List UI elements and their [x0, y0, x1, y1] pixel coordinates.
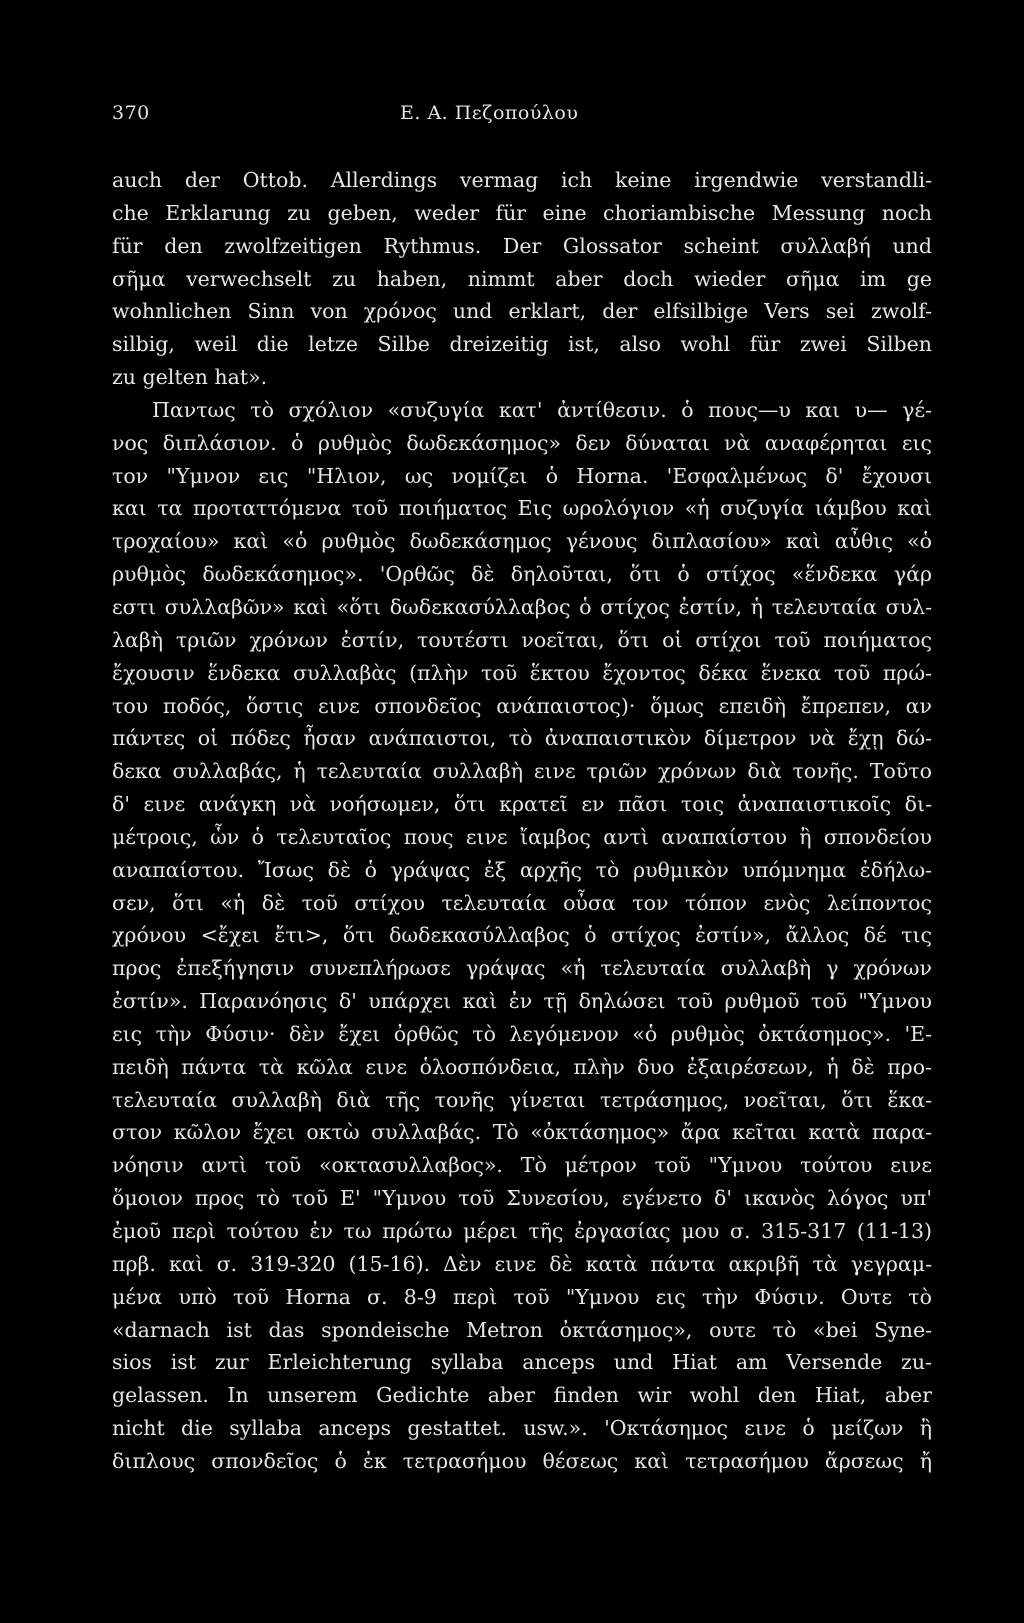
text-line: του ποδός, ὅστις εινε σπονδεῖος ανάπαιστος)· ὅμως επειδὴ ἔπρεπεν, αν — [112, 693, 932, 718]
text-line: nicht die syllaba anceps gestattet. usw.». 'Οκτάσημος εινε ὁ μείζων ἢ — [112, 1416, 932, 1441]
text-line: λαβὴ τριῶν χρόνων ἐστίν, τουτέστι νοεῖται, ὅτι οἱ στίχοι τοῦ ποιήματος — [112, 627, 932, 652]
text-line: ρυθμὸς δωδεκάσημος». 'Ορθῶς δὲ δηλοῦται, ὅτι ὁ στίχος «ἕνδεκα γάρ — [112, 562, 932, 587]
text-line: νόησιν αντὶ τοῦ «οκτασυλλαβος». Τὸ μέτρον τοῦ "Υμνου τούτου εινε — [112, 1153, 932, 1178]
text-line: silbig, weil die letze Silbe dreizeitig ist, also wohl für zwei Silben — [112, 332, 932, 357]
text-line: μέτροις, ὧν ὁ τελευταῖος πους εινε ἴαμβος αντὶ αναπαίστου ἢ σπονδείου — [112, 824, 932, 849]
text-line: sios ist zur Erleichterung syllaba anceps und Hiat am Versende zu- — [112, 1350, 932, 1375]
text-line: ἐστίν». Παρανόησις δ' υπάρχει καὶ ἐν τῇ δηλώσει τοῦ ρυθμοῦ τοῦ "Υμνου — [112, 989, 932, 1014]
running-head: Ε. Α. Πεζοπούλου — [400, 102, 579, 124]
text-line: αναπαίστου. Ἴσως δὲ ὁ γράψας ἐξ αρχῆς τὸ ρυθμικὸν υπόμνημα ἐδήλω- — [112, 857, 932, 882]
text-line: gelassen. In unserem Gedichte aber finden wir wohl den Hiat, aber — [112, 1383, 932, 1408]
text-line: auch der Ottob. Allerdings vermag ich keine irgendwie verstandli- — [112, 168, 932, 192]
text-line: στον κῶλον ἔχει οκτὼ συλλαβάς. Τὸ «ὀκτάσημος» ἄρα κεῖται κατὰ παρα- — [112, 1120, 932, 1145]
text-line: für den zwolfzeitigen Rythmus. Der Glossator scheint συλλαβή und — [112, 233, 932, 258]
text-line: νος διπλάσιον. ὁ ρυθμὸς δωδεκάσημος» δεν δύναται νὰ αναφέρηται εις — [112, 430, 932, 455]
text-line: τελευταία συλλαβὴ διὰ τῆς τονῆς γίνεται τετράσημος, νοεῖται, ὅτι ἕκα- — [112, 1087, 932, 1112]
text-line: τον "Υμνον εις "Ηλιον, ως νομίζει ὁ Horna. 'Εσφαλμένως δ' ἔχουσι — [112, 463, 932, 488]
text-line: προς ἐπεξήγησιν συνεπλήρωσε γράψας «ἡ τελευταία συλλαβὴ γ χρόνων — [112, 956, 932, 981]
page-number: 370 — [112, 102, 150, 124]
text-line: ἔχουσιν ἕνδεκα συλλαβὰς (πλὴν τοῦ ἕκτου ἔχοντος δέκα ἕνεκα τοῦ πρώ- — [112, 660, 932, 685]
text-line: wohnlichen Sinn von χρόνος und erklart, der elfsilbige Vers sei zwolf- — [112, 299, 932, 324]
text-line: zu gelten hat». — [112, 365, 268, 390]
text-line: σῆμα verwechselt zu haben, nimmt aber doch wieder σῆμα im ge — [112, 266, 932, 291]
paragraph-first-line: Παντως τὸ σχόλιον «συζυγία κατ' ἀντίθεσιν. ὁ πους—υ και υ— γέ- — [152, 397, 932, 422]
text-line: πειδὴ πάντα τὰ κῶλα εινε ὁλοσπόνδεια, πλὴν δυο ἐξαιρέσεων, ἡ δὲ προ- — [112, 1054, 932, 1079]
text-line: σεν, ὅτι «ἡ δὲ τοῦ στίχου τελευταία οὖσα τον τόπον ενὸς λείποντος — [112, 890, 932, 915]
text-line: τροχαίου» καὶ «ὁ ρυθμὸς δωδεκάσημος γένους διπλασίου» καὶ αὖθις «ὁ — [112, 529, 932, 554]
text-line: πρβ. καὶ σ. 319-320 (15-16). Δὲν εινε δὲ κατὰ πάντα ακριβῆ τὰ γεγραμ- — [112, 1251, 932, 1276]
body-text — [112, 164, 932, 1478]
text-line: δεκα συλλαβάς, ἡ τελευταία συλλαβὴ εινε τριῶν χρόνων διὰ τονῆς. Τοῦτο — [112, 759, 932, 784]
text-line: «darnach ist das spondeische Metron ὀκτάσημος», ουτε τὸ «bei Syne- — [112, 1317, 932, 1342]
text-line: διπλους σπονδεῖος ὁ ἐκ τετρασήμου θέσεως καὶ τετρασήμου ἄρσεως ἤ — [112, 1448, 932, 1473]
text-line: ὅμοιον προς τὸ τοῦ Ε' "Υμνου τοῦ Συνεσίου, εγένετο δ' ικανὸς λόγος υπ' — [112, 1186, 932, 1211]
text-line: πάντες οἱ πόδες ἦσαν ανάπαιστοι, τὸ ἀναπαιστικὸν δίμετρον νὰ ἔχῃ δώ- — [112, 726, 932, 751]
text-line: che Erklarung zu geben, weder für eine choriambische Messung noch — [112, 200, 932, 225]
text-line: εις τὴν Φύσιν· δὲν ἔχει ὀρθῶς τὸ λεγόμενον «ὁ ρυθμὸς ὀκτάσημος». 'Ε- — [112, 1021, 932, 1046]
text-line: και τα προταττόμενα τοῦ ποιήματος Εις ωρολόγιον «ἡ συζυγία ιάμβου καὶ — [112, 496, 932, 521]
text-line: δ' εινε ανάγκη νὰ νοήσωμεν, ὅτι κρατεῖ εν πᾶσι τοις ἀναπαιστικοῖς δι- — [112, 792, 932, 817]
text-line: εστι συλλαβῶν» καὶ «ὅτι δωδεκασύλλαβος ὁ στίχος ἐστίν, ἡ τελευταία συλ- — [112, 594, 932, 619]
text-line: ἐμοῦ περὶ τούτου ἐν τω πρώτω μέρει τῆς ἐργασίας μου σ. 315-317 (11-13) — [112, 1219, 932, 1243]
text-line: χρόνου <ἔχει ἔτι>, ὅτι δωδεκασύλλαβος ὁ στίχος ἐστίν», ἄλλος δέ τις — [112, 923, 932, 948]
text-line: μένα υπὸ τοῦ Horna σ. 8-9 περὶ τοῦ "Υμνου εις τὴν Φύσιν. Ουτε τὸ — [112, 1284, 932, 1309]
page-header — [112, 102, 912, 132]
